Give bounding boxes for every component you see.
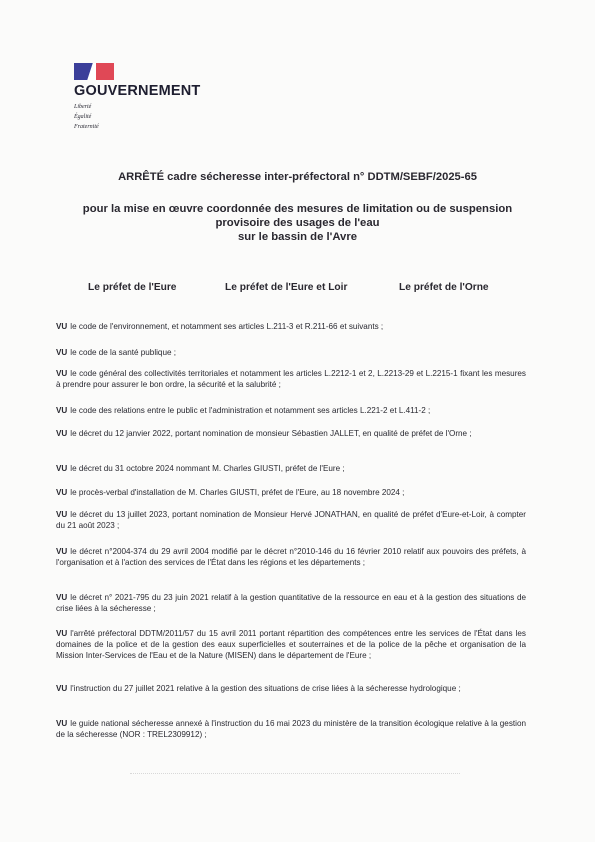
vu-keyword: VU	[56, 629, 68, 638]
subtitle-line-1: pour la mise en œuvre coordonnée des mesures de limitation ou de suspension	[82, 203, 513, 215]
visa-item	[56, 429, 526, 440]
visa-text: le décret n°2004-374 du 29 avril 2004 modifié par le décret n°2010-146 du 16 février 2010 relatif aux pouvoirs des préfets, à l'organisation et à l'action des services de l'État dans les régions et les départements ;	[56, 547, 526, 567]
visa-text: le code des relations entre le public et l'administration et notamment ses articles L.221-2 et L.411-2 ;	[70, 406, 431, 415]
vu-keyword: VU	[56, 719, 68, 728]
visa-text: le code de l'environnement, et notamment ses articles L.211-3 et R.211-66 et suivants ;	[70, 322, 384, 331]
document-subtitle	[0, 202, 595, 244]
prefets-signatories	[0, 282, 595, 298]
visa-text: le code de la santé publique ;	[70, 348, 177, 357]
prefet-orne: Le préfet de l'Orne	[399, 282, 489, 293]
motto-liberte: Liberté	[74, 104, 92, 110]
subtitle-line-3: sur le bassin de l'Avre	[237, 231, 358, 243]
subtitle-line-2: provisoire des usages de l'eau	[215, 217, 380, 229]
visa-text: le décret du 12 janvier 2022, portant nomination de monsieur Sébastien JALLET, en qualité de préfet de l'Orne ;	[70, 429, 472, 438]
visa-text: l'arrêté préfectoral DDTM/2011/57 du 15 avril 2011 portant répartition des compétences entre les services de l'État dans les domaines de la police et de la gestion des eaux superficielles et souterraines et de la police de la pêche et organisation de la Mission Inter-Services de l'Eau et de la Nature (MISEN) dans le département de l'Eure ;	[56, 629, 526, 660]
visa-text: le décret du 13 juillet 2023, portant nomination de Monsieur Hervé JONATHAN, en qualité de préfet d'Eure-et-Loir, à compter du 21 août 2023 ;	[56, 510, 526, 530]
vu-keyword: VU	[56, 369, 68, 378]
visa-item	[56, 510, 526, 532]
visa-text: le guide national sécheresse annexé à l'instruction du 16 mai 2023 du ministère de la transition écologique relative à la gestion de la sécheresse (NOR : TREL2309912) ;	[56, 719, 526, 739]
document-title: ARRÊTÉ cadre sécheresse inter-préfectoral n° DDTM/SEBF/2025-65	[118, 171, 477, 183]
vu-keyword: VU	[56, 429, 68, 438]
visa-item	[56, 369, 526, 391]
visa-item	[56, 464, 526, 475]
visa-item	[56, 348, 526, 359]
vu-keyword: VU	[56, 510, 68, 519]
visa-item	[56, 488, 526, 499]
logo-wordmark: GOUVERNEMENT	[74, 83, 201, 99]
scan-footer-artifact	[130, 773, 460, 775]
vu-keyword: VU	[56, 322, 68, 331]
vu-keyword: VU	[56, 684, 68, 693]
motto-egalite: Égalité	[74, 114, 92, 120]
visa-item	[56, 547, 526, 569]
vu-keyword: VU	[56, 406, 68, 415]
visa-text: l'instruction du 27 juillet 2021 relative à la gestion des situations de crise liées à la sécheresse hydrologique ;	[70, 684, 461, 693]
marianne-flag-icon	[74, 63, 114, 80]
visa-text: le décret du 31 octobre 2024 nommant M. Charles GIUSTI, préfet de l'Eure ;	[70, 464, 345, 473]
vu-keyword: VU	[56, 593, 68, 602]
visa-text: le procès-verbal d'installation de M. Charles GIUSTI, préfet de l'Eure, au 18 novembre 2024 ;	[70, 488, 405, 497]
vu-keyword: VU	[56, 547, 68, 556]
visa-item	[56, 719, 526, 741]
visa-item	[56, 406, 526, 417]
motto-fraternite: Fraternité	[74, 124, 99, 130]
vu-keyword: VU	[56, 464, 68, 473]
visa-item	[56, 322, 526, 333]
visa-item	[56, 684, 526, 695]
vu-keyword: VU	[56, 488, 68, 497]
visa-text: le code général des collectivités territoriales et notamment les articles L.2212-1 et 2, L.2213-29 et L.2215-1 fixant les mesures à prendre pour assurer le bon ordre, la sécurité et la salubrité ;	[56, 369, 526, 389]
prefet-eure: Le préfet de l'Eure	[88, 282, 177, 293]
visa-item	[56, 629, 526, 661]
logo-motto	[74, 102, 99, 132]
visa-item	[56, 593, 526, 615]
prefet-eure-et-loir: Le préfet de l'Eure et Loir	[225, 282, 348, 293]
vu-keyword: VU	[56, 348, 68, 357]
visa-text: le décret n° 2021-795 du 23 juin 2021 relatif à la gestion quantitative de la ressource en eau et à la gestion des situations de crise liées à la sécheresse ;	[56, 593, 526, 613]
